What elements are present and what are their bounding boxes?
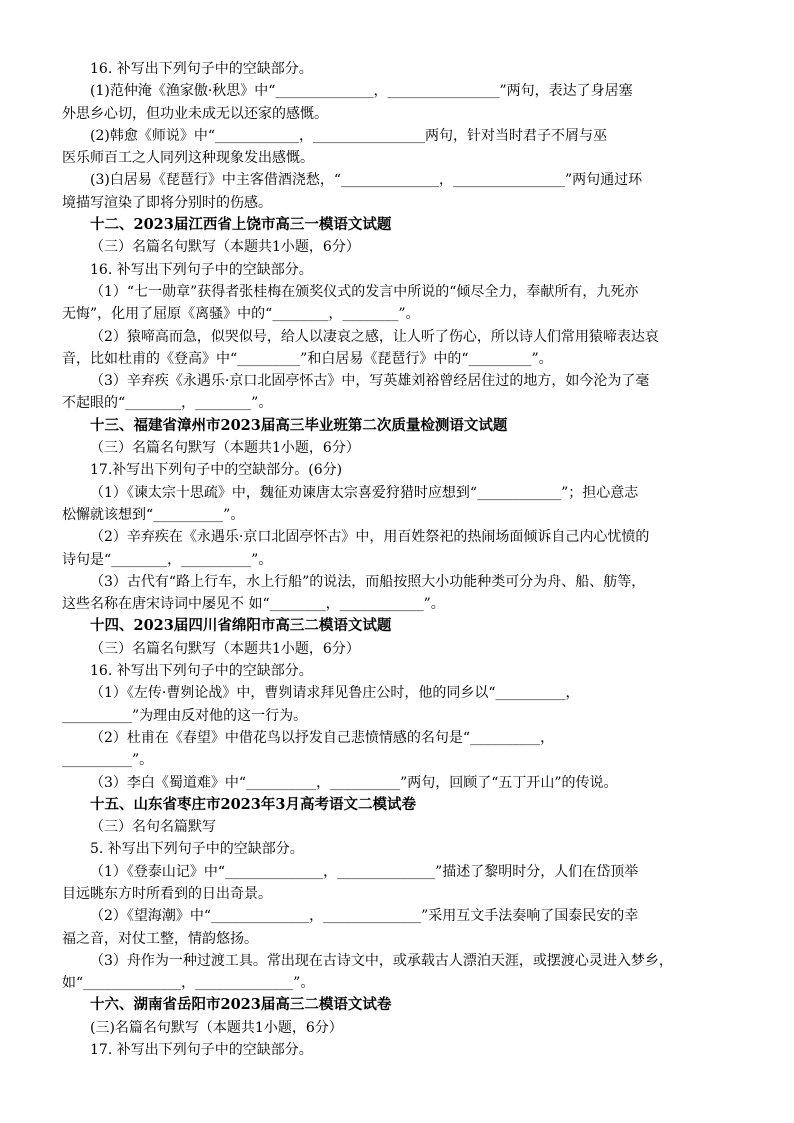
question-stem: 17. 补写出下列句子中的空缺部分。 [90,1042,313,1059]
question-text: (2)韩愈《师说》中“____________，________________两句，针对当时君子不屑与巫 [90,127,607,144]
question-text: （2）猿啼高而急，似哭似号，给人以凄哀之感，让人听了伤心，所以诗人们常用猿啼表达哀 [90,328,659,345]
question-text: 诗句是“________，__________”。 [62,551,273,568]
question-text: 医乐师百工之人同列这种现象发出感慨。 [62,150,314,167]
question-text: 目远眺东方时所看到的日出奇景。 [62,885,272,902]
question-text: 福之音，对仗工整，情韵悠扬。 [62,930,258,947]
question-stem: 5. 补写出下列句子中的空缺部分。 [90,841,304,858]
question-text: __________”为理由反对他的这一行为。 [62,707,308,724]
question-text: (1)范仲淹《渔家傲·秋思》中“______________，________________”两句，表达了身居塞 [90,83,633,100]
question-stem: 16. 补写出下列句子中的空缺部分。 [90,261,313,278]
question-text: （1）《谏太宗十思疏》中，魏征劝谏唐太宗喜爱狩猎时应想到“____________”；担心意志 [90,484,639,501]
question-text: （3）舟作为一种过渡工具。常出现在古诗文中，或承载古人漂泊天涯，或摆渡心灵进入梦乡， [90,952,673,969]
question-text: （3）辛弃疾《永遇乐·京口北固亭怀古》中，写英雄刘裕曾经居住过的地方，如今沦为了毫 [90,373,650,390]
question-stem: 16. 补写出下列句子中的空缺部分。 [90,663,313,680]
section-heading: 十四、2023届四川省绵阳市高三二模语文试题 [90,617,392,635]
question-text: （2）辛弃疾在《永遇乐·京口北固亭怀古》中，用百姓祭祀的热闹场面倾诉自己内心忧愤的 [90,529,650,546]
question-text: 如“______________，______________”。 [62,975,315,992]
question-stem: 16. 补写出下列句子中的空缺部分。 [90,61,313,77]
question-text: （1）“七一勋章”获得者张桂梅在颁奖仪式的发言中所说的“倾尽全力，奉献所有，九死亦 [90,283,639,300]
question-text: (3)白居易《琵琶行》中主客借酒浇愁，“______________，________________”两句通过环 [90,172,643,189]
question-text: （2）杜甫在《春望》中借花鸟以抒发自己悲愤情感的名句是“__________， [90,729,555,746]
question-text: （1）《左传·曹刿论战》中，曹刿请求拜见鲁庄公时，他的同乡以“__________， [90,685,580,702]
question-stem: 17.补写出下列句子中的空缺部分。(6分) [90,462,343,479]
question-text: （2）《望海潮》中“______________，______________”采用互文手法奏响了国泰民安的幸 [90,908,639,925]
section-heading: 十六、湖南省岳阳市2023届高三二模语文试卷 [90,996,392,1014]
section-heading: 十五、山东省枣庄市2023年3月高考语文二模试卷 [90,795,416,813]
question-text: （3）古代有“路上行车，水上行船”的说法，而船按照大小功能种类可分为舟、船、舫等， [90,573,646,590]
section-heading: 十二、2023届江西省上饶市高三一模语文试题 [90,216,392,234]
question-text: 外思乡心切，但功业未成无以还家的感慨。 [62,105,328,122]
section-subheading: (三)名篇名句默写（本题共1小题，6分） [90,1019,343,1036]
exam-questions [62,58,734,1061]
section-heading: 十三、福建省漳州市2023届高三毕业班第二次质量检测语文试题 [90,416,508,434]
question-text: （3）李白《蜀道难》中“__________，__________”两句，回顾了“五丁开山”的传说。 [90,774,618,791]
section-subheading: （三）名句名篇默写 [90,819,216,836]
question-text: 无悔”，化用了屈原《离骚》中的“________，________”。 [62,306,420,323]
question-text: 这些名称在唐宋诗词中屡见不 如“________，____________”。 [62,596,445,613]
question-text: 不起眼的“________，________”。 [62,395,273,412]
question-text: 松懈就该想到“__________”。 [62,506,245,523]
question-text: 境描写渲染了即将分别时的伤感。 [62,194,272,211]
section-subheading: （三）名篇名句默写（本题共1小题，6分） [90,239,360,256]
question-text: 音，比如杜甫的《登高》中“_________”和白居易《琵琶行》中的“_________”。 [62,350,553,367]
question-text: __________”。 [62,752,154,769]
section-subheading: （三）名篇名句默写（本题共1小题，6分） [90,440,360,457]
question-text: （1）《登泰山记》中“______________，______________”描述了黎明时分，人们在岱顶举 [90,863,639,880]
section-subheading: （三）名篇名句默写（本题共1小题，6分） [90,640,360,657]
